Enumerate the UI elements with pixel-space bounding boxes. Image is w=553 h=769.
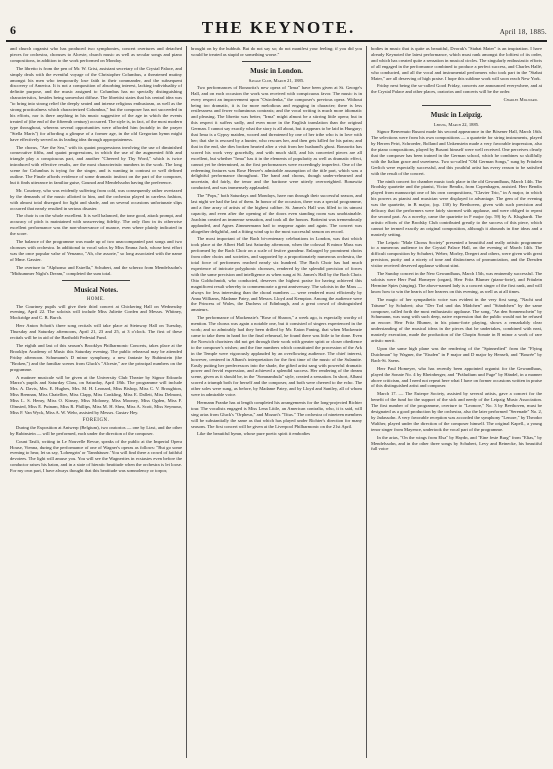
paragraph: brought on by the hubbub. But do not say so; do not manifest your feeling; if you did you would be treated as stupid or something worse." <box>191 46 362 57</box>
section-divider <box>62 280 131 281</box>
paragraph: Two performances of Bonawitz's new opera of "Irma" have been given at St. George's Hall, and on each occasion the work was received with conspicuous favor. The music is in every respect an improvement upon "Ostrolenka," the composer's previous opera. Without being too dramatic, it is far more melodious and engaging in character; there is less restlessness and fewer voluminous contrasts; and the vocal writing is much more idiomatic and pleasing. The libretto was better, "Irma" might almost be a stirring little opera; but in this respect it suffers sadly, and even more in the English translation than the original German. I cannot say exactly what the story is all about, but it appears to be laid in Hungary; that Irma is a Gypsy maiden, wooed and threatened by one of her tribe who is in love with her; that she is rescued by a hunter, who rescues her, and then gets killed for his pains; and that in the end, she dies broken hearted after a visit from her husband's ghost. Bonawitz has scored his work very gracefully, and with much skill, and his concerted pieces are all excellent, but whether "Irma" has it in the elements of popularity as well as dramatic effect, cannot yet be determined, as the first performances were exceedingly imperfect. One of the redeeming features was Rose Hersee's admirable assumption of the title part, which was a delightful performance throughout. The band and chorus, though under-rehearsed and uncertain, did fairly, the tenor and the baritone were utterly overweighted. Bonawitz conducted, and was immensely applauded. <box>191 84 362 191</box>
paragraph: Herr Paul Homeyer, who has recently been appointed organist for the Gewandhaus, played the Sonate No. 4 by Rheinberger, and "Präludium und Fuge" by Händel, in a manner above criticism, and I need not repeat here what I have on former occasions written in praise of this distinguished artist and composer. <box>371 365 542 389</box>
paragraph: Hermann Franke has at length completed his arrangements for the long-projected Richter tour. The vocalists engaged is Miss Lena Little, an American contralto, who, it is said, will sing arias from Gluck's "Orpheus," and Mozart's "Titus." The orchestra of nineteen members will be substantially the same as that which has played under Richter's direction for many seasons. The first concert will be given at the Liverpool Philharmonic on the 21st April. <box>191 399 362 429</box>
newspaper-page <box>0 10 553 769</box>
column-3 <box>366 46 546 758</box>
paragraph: and church organist who has produced two symphonies, concert overtures and detached pieces for orchestra, choruses to Alceste, church music as well as secular songs and piano compositions, in addition to the work performed on Monday. <box>10 46 182 63</box>
paragraph: The libretto is from the pen of Mr. W. Grist, assistant secretary of the Crystal Palace, and simply deals with the eventful voyage of the Christopher Columbus, a threatened mutiny amongst his men who temporarily lose faith in their commander, and the subsequent discovery of America. It is not a composition of absorbing interest, lacking individuality of definite purpose, and the music assigned to Columbus has no specially distinguishing characteristics, besides being somewhat diffuse. The librettist states that his central idea was "to bring into strong relief the deeply seated and intense religious enthusiasm, as well as the strong practicalness which characterized Columbus," but the composer has not succeeded in his efforts, nor is there anything in his music suggestive of the age in which the events treated of (the end of the fifteenth century) occurred. The style is, in fact, of the most modern type throughout, whereas several opportunities were afforded him (notably in the prayer "Stella Maris") for affording a glimpse of a former age, in the old Gregorian hymn might have effectively served as its leading idea through appropriateness. <box>10 65 182 142</box>
paragraph: Signor Benvenuto Busoni made his second appearance in the Bösener Hall, March 16th. The selections were from his own compositions — a quartette for string instruments, played by Herren Petri, Schroeder, Bolland and Unkenstein made a very favorable impression, also the piano compositions, played by Busoni himself were well received. One perceives clearly that the composer has been trained in the German school, which he combines so skillfully with the Italian grace and sweetness. Two so-called "Old German Songs," sung by Fräulein Gerlich were especially successful, and this youthful artist has every reason to be satisfied with the result of the concert. <box>371 129 542 176</box>
column-2 <box>186 46 366 758</box>
paragraph: The "Pops," both Saturdays and Mondays, have run through their successful season, and last night we had the last of them. In honor of the occasion, there was a special programme, and a fine array of artists of the highest calibre. St. James's Hall was filled to its utmost capacity, and even after the opening of the doors even standing room was unobtainable. Joachim created an immense sensation, and took all the honors. Bottesini was tremendously applauded, and Agnes Zimmermann had to reappear again and again. The concert was altogether delightful, and a fitting wind up to the most successful season on record. <box>191 193 362 234</box>
paragraph: The performance of Mackenzie's "Rose of Sharon," a week ago, is especially worthy of mention. The chorus was again a notable one, but it consisted of singers experienced in the work; and so admirably had they been drilled by Mr. Eaton Faning, that when Mackenzie came to take them in hand for the final rehearsal, he found there was little to be done. Even the Norwich choristers did not get through their work with greater spirit or closer obedience to the composer's wishes; and the fine numbers which constituted the procession of the Ark in the Temple were vigorously applauded by an overflowing audience. The chief interest, however, centered in Albani's interpretation for the first time of the music of the Sulamite. Easily putting her predecessors into the shade, the gifted artist sang with powerful dramatic power and fervid expression, and achieved a splendid success. Her rendering of the dream scene, given as it should be, in the "Somnambula" style, created a sensation. In short, Albani scored a triumph both for herself and the composer, and both were cheered to the echo. The other soles were sung, as before, by Madame Patey, and by Lloyd and Santley, all of whom were in admirable voice. <box>191 315 362 398</box>
paragraph: The choir is on the whole excellent. It is well balanced, the tone good, attack prompt, and accuracy of pitch is maintained with unswerving fidelity. The only flaw in its otherwise excellent performance was the non-observance of nuance, even where plainly indicated in the score. <box>10 213 182 237</box>
paragraph: The eighth and last of this season's Brooklyn Philharmonic Concerts, takes place at the Brooklyn Academy of Music this Saturday evening. The public rehearsal may be attended Friday afternoon. Schumann's D minor symphony, a new fantasie by Rubinstein (the "Broken,") and the familiar scenes from Gluck's "Alceste," are the principal numbers on the programme. <box>10 342 182 372</box>
newspaper-title: THE KEYNOTE. <box>201 18 356 37</box>
paragraph: March 17. — The Euterpe Society, assisted by several artists, gave a concert for the benefit of the fund for the support of the sick and needy of the Leipzig Music Association. The first number of the programme, overture to "Leonore," No. 3 by Beethoven, must be designated as a good production by the orchestra, also the later performed "Serenade" No. 2, by Jadassohn. A very favorable reception was accorded the symphony "Lenore," by Theodor Walther, played under the direction of the composer himself. The original Kapell., a young tenor singer from Mayence, undertook the vocal part of the programme. <box>371 391 542 432</box>
subheading-home: HOME. <box>86 296 106 302</box>
paragraph: The Leipzic "Male Chorus Society" presented a beautiful and really artistic programme to a numerous audience in the Crystal Palace Hall, on the evening of March 14th. The difficult composition by Schubert, Weber, Morley, Dregert and others, were given with great precision, purity and a nicety of tone and distinctness of pronunciation, and the Dresden visitor received deserved applause without stint. <box>371 239 542 269</box>
paragraph: The Sunday concert in the New Gewandhaus, March 15th, was eminently successful. The soloists were Herr Paul Homeyer (organ), Herr Fritz Blumer (piano-forte), and Fräulein Hermine Spies (singing). The above-named lady is a concert singer of the first rank, and will know how to win the hearts of her hearers on this evening, as well as at all times. <box>371 271 542 294</box>
paragraph: The overture to "Alphonso and Estrella," Schubert, and the scherzo from Mendelssohn's "Midsummer Night's Dream," completed the sum total. <box>10 264 182 276</box>
paragraph: Mr. Courtney, who was evidently suffering from cold, was consequently rather overtaxed by the demands of the music allotted to him, and the orchestra played in careless fashion, with almost total disregard for light and shade, and on several occasions unfortunate slips occurred that nearly resulted in serious disaster. <box>10 187 182 211</box>
paragraph: The most important of the Bach bi-centenary celebrations in London, was that which took place at the Albert Hall last Saturday afternoon, when the colossal B minor Mass was performed by the Bach Choir on a scale of festive grandeur. Enlarged by prominent choirs from other choirs and societies, and supported by a proportionately numerous orchestra, the total force of performers reached nearly six hundred. The Bach Choir has had much experience of intricate polyphonic choruses, rendered by the splendid precision of forces with the same precision and intelligence as when sung at St. James's Hall by the Bach Choir. Otto Goldschmidt, who conducted, deserves the highest praise for having achieved this magnificent result whereby to commemorate a great anniversary. The soloists in the Mass — always for less interesting than the choral numbers — were rendered most efficiently by Anna Williams, Madame Patey, and Messrs. Lloyd and Kempton. Among the audience were the Princess of Wales, the Duchess of Edinburgh, and a great crowd of distinguished amateurs. <box>191 236 362 313</box>
paragraph: Herr Anton Schott's three song recitals will take place at Steinway Hall on Tuesday, Thursday and Saturday afternoons, April 21, 23 and 25, at 3 o'clock. The first of these recitals will be in aid of the Bartholdi Pedestal Fund. <box>10 323 182 341</box>
column-1 <box>6 46 186 758</box>
page-number: 6 <box>10 23 16 37</box>
paragraph: The ninth concert for chamber music took place in the old Gewandhaus, March 14th. The Brodsky quartette and the pianist, Victor Bendix, from Copenhagen, assisted. Herr Bendix played from manuscript one of his own compositions, "Clavier Trio," in A major, in which his powers as pianist and musician were displayed to advantage. The gem of the evening was the quartette, in B major, (op. 130) by Beethoven, given with such precision and delicacy that the performers were fairly stormed with applause, and were obliged to repeat the second part. As a novelty, came the quartette in F major (op. 59) by A. Klughardt. The artistic efforts of the Brodsky Club contributed greatly to the success of this piece, which cannot be termed exactly an original composition, although it abounds in fine ideas and a masterly setting. <box>371 178 542 237</box>
paragraph: During the Exposition at Antwerp (Belgium), two oratorios — one by Lizst, and the other by Rubinstein — will be performed, each under the direction of the composer. <box>10 424 182 436</box>
paragraph: A matinee musicale will be given at the University Club Theatre by Signor Edoardo Marzo's pupils and Saturday Class, on Saturday, April 18th. The programme will include Mrs. A. Davis, Mrs. E. Hughes, Mrs. M. H. Leonard, Miss Bishop, Miss C. V. Broughton, Miss Brennan, Miss Chatellier, Miss Clapp, Miss Conkling, Miss E. Dallett, Miss Delmont, Miss L. S. Henry, Miss O. Kinsey, Miss Moloney, Miss Mooney, Miss Ogden, Miss F. Olmsted, Miss E. Putnam, Miss R. Phillips, Miss M. H. Shea, Miss A. Scott, Miss Seymour, Miss F. Van Wyck, Miss A. W. Wehr, assisted by Messrs. Gustav Hey. <box>10 374 182 415</box>
masthead <box>6 10 547 42</box>
paragraph: Friday next being the so-called Good Friday, concerts are announced everywhere, and at the Crystal Palace and other places, oratorios and concerts will be the order. <box>371 83 542 95</box>
paragraph: The magic of her sympathetic voice was evident in the very first song, "Nacht und Träume" by Schubert; also "Der Tod und das Mädchen" and "Ständchen" by the same composer, called forth the most enthusiastic applause. The song, "An den Sonnenschein" by Schumann, was sung with such deep, naive expression that the public would not be refused an encore. Herr Fritz Blumer, in his piano-forte playing, shows a remarkably clear understanding of the musical ideas in the pieces that he undertakes, combined with neat, masterly execution, made the production of the Chopin Sonate in B minor a work of rare artistic merit. <box>371 296 542 344</box>
section-divider <box>242 61 310 62</box>
paragraph: The chorus, "Are the Sea," with its quaint progressions involving the use of diminished consecutive fifths, and quaint progressions, in which the use of the augmented fifth and triangle play a conspicuous part, and another "Cheered by Thy Word," which is twice introduced with effective results, are the most characteristic numbers in the work. The long scene for Columbus is trying for the singer, and is wanting in contrast or well defined outline. The Finale affords evidence of some dramatic instinct on the part of the composer, but it finds utterance in familiar guise, Gounod and Mendelssohn having the preference. <box>10 144 182 185</box>
paragraph: bodies in music that is quite as beautiful, Dvorak's "Stabat Mater" is an inspiration. I have already Keynoted the latest performance, which must rank amongst the loftiest of its order, and which has created quite a sensation in musical circles. The singularly enthusiastic efforts of all engaged in the performance combined to produce a perfect success, and Charles Hallé, who conducted, and all the vocal and instrumental performers who took part in the "Stabat Mater," are all deserving of high praise. I hope this sublime work will soon reach New York. <box>371 46 542 81</box>
section-heading-music-in-leipzig: Music in Leipzig. <box>430 111 483 120</box>
paragraph: Upon the same high plane was the rendering of the "Spinnerlied" from the "Flying Dutchman" by Wagner, the "Etuden" in F major and D major by Henselt, and "Bourée" by Bach-St. Saens. <box>371 345 542 363</box>
subheading-foreign: FOREIGN. <box>82 417 110 423</box>
paragraph: In the arias, "On the wings from Elsa" by Haydn, and "Eine feste Burg" from "Elias," by Mendelssohn, and in the other three songs by Schubert, Levy and Reinecke, his beautiful full voice <box>371 434 542 452</box>
paragraph: The Courtney pupils will give their third concert at Chickering Hall on Wednesday evening, April 22. The soloists will include Miss Juliette Corden and Messrs. Whitney, Mockridge and C. B. Burch. <box>10 303 182 321</box>
paragraph: Like the beautiful hymn, whose pure poetic spirit it embodies <box>197 431 311 437</box>
section-heading-music-in-london: Music in London. <box>250 66 303 75</box>
section-heading-musical-notes: Musical Notes. <box>74 285 118 294</box>
dateline: Leipzig, March 22, 1885. <box>433 122 480 128</box>
article-columns <box>6 46 547 758</box>
dateline: Savage Club, March 21, 1885. <box>248 77 305 83</box>
paragraph: The balance of the programme was made up of two unaccompanied part songs and two choruses with orchestra. In additional to vocal solos by Miss Emma Juch, whose best effort was the once popular valse of Venzano, "Ah, che assorte," so long associated with the name of Mme. Gassier. <box>10 239 182 262</box>
author-signature: Charles Millward. <box>503 97 538 103</box>
issue-date: April 18, 1885. <box>499 28 547 36</box>
section-divider <box>422 105 490 106</box>
paragraph: Count Tasili, writing in Le Nouvelle Revue, speaks of the public at the Imperial Opera House, Vienna, during the performance of one of Wagner's operas as follows: "But go some evening to hear, let us say, 'Lohengrin' or 'Tannhäuser.' You will find there a crowd of faithful devotees. The light will amuse you. You will see the Wagnerites in ecstasies even before the conductor raises his baton, and in a state of hieratic beatitude when the orchestra is let loose. For my own part, I have always thought that this beatitude was somnolency or torpor, <box>10 438 182 474</box>
